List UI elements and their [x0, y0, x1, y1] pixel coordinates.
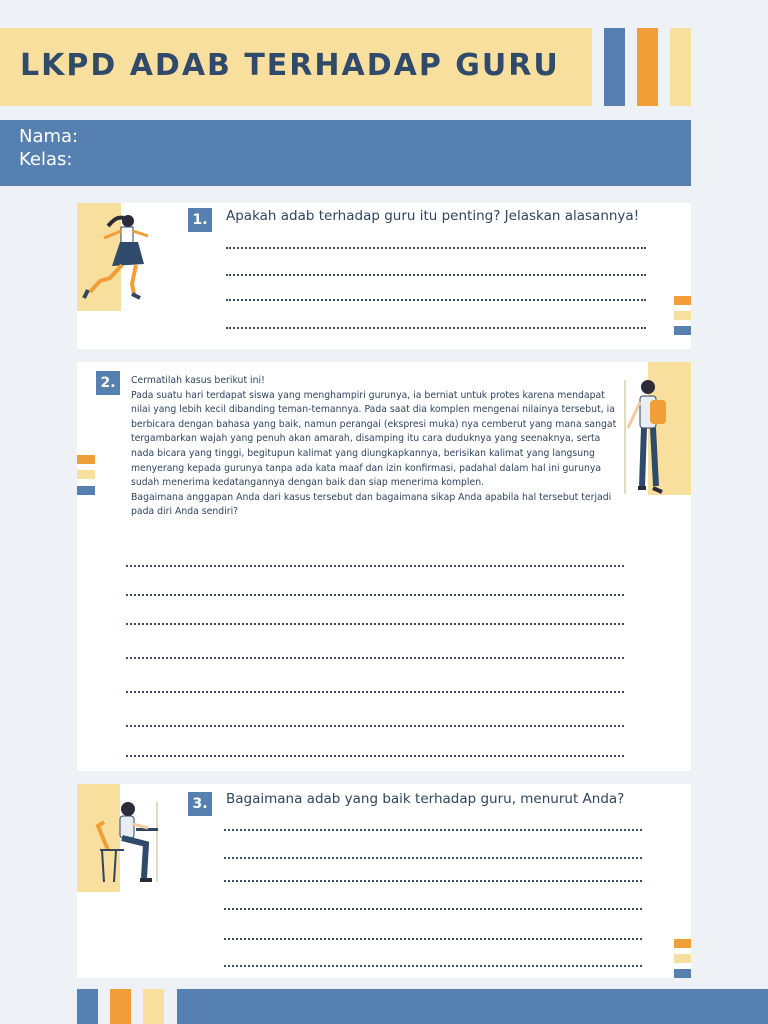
answer-line[interactable] — [126, 623, 624, 625]
page-title: LKPD ADAB TERHADAP GURU — [20, 48, 560, 83]
answer-line[interactable] — [226, 299, 646, 301]
answer-line[interactable] — [226, 247, 646, 249]
class-label: Kelas: — [19, 149, 73, 170]
question-text: Bagaimana adab yang baik terhadap guru, menurut Anda? — [226, 791, 625, 807]
decor-square-blue — [674, 969, 691, 978]
answer-line[interactable] — [126, 755, 624, 757]
running-student-illustration — [80, 208, 160, 304]
decor-square-yellow — [674, 954, 691, 963]
answer-line[interactable] — [126, 657, 624, 659]
answer-line[interactable] — [224, 829, 642, 831]
answer-line[interactable] — [226, 327, 646, 329]
answer-line[interactable] — [126, 691, 624, 693]
answer-line[interactable] — [126, 565, 624, 567]
answer-line[interactable] — [224, 857, 642, 859]
decor-stripe-blue — [604, 28, 625, 106]
decor-square-orange — [674, 296, 691, 305]
question-text: Apakah adab terhadap guru itu penting? Jelaskan alasannya! — [226, 208, 640, 224]
question-number: 1. — [188, 208, 212, 232]
answer-line[interactable] — [126, 594, 624, 596]
decor-stripe-yellow — [670, 28, 691, 106]
question-number: 2. — [96, 371, 120, 395]
question-number: 3. — [188, 792, 212, 816]
answer-line[interactable] — [126, 725, 624, 727]
student-at-desk-illustration — [94, 800, 160, 884]
case-intro: Cermatilah kasus berikut ini! — [131, 375, 265, 386]
answer-line[interactable] — [224, 938, 642, 940]
answer-line[interactable] — [224, 880, 642, 882]
answer-line[interactable] — [224, 908, 642, 910]
decor-stripe-blue — [77, 989, 98, 1024]
identity-bar — [0, 120, 691, 186]
decor-square-blue — [674, 326, 691, 335]
decor-square-yellow — [77, 470, 95, 479]
footer-bar — [177, 989, 768, 1024]
case-study-text — [131, 374, 621, 520]
answer-line[interactable] — [224, 965, 642, 967]
decor-stripe-orange — [110, 989, 131, 1024]
answer-line[interactable] — [226, 274, 646, 276]
decor-square-blue — [77, 486, 95, 495]
decor-stripe-orange — [637, 28, 658, 106]
name-label: Nama: — [19, 126, 79, 147]
decor-square-orange — [674, 939, 691, 948]
case-body: Pada suatu hari terdapat siswa yang menghampiri gurunya, ia berniat untuk protes karena mendapat nilai yang lebih kecil dibanding teman-temannya. Pada saat dia komplen mengenai nilainya tersebut, ia berbicara dengan bahasa yang baik, namun perangai (ekspresi muka) nya cemberut yang mana sangat tergambarkan wajah yang penuh akan amarah, disamping itu cara duduknya yang seenaknya, serta nada bicara yang tinggi, begitupun kalimat yang diungkapkannya, berisikan kalimat yang langsung menyerang kepada gurunya tanpa ada kata maaf dan izin konfirmasi, padahal dalam hal ini gurunya sudah menerima kedatangannya dengan baik dan siap menerima komplen. — [131, 389, 617, 489]
decor-square-orange — [77, 455, 95, 464]
case-prompt: Bagaimana anggapan Anda dari kasus tersebut dan bagaimana sikap Anda apabila hal tersebut terjadi pada diri Anda sendiri? — [131, 491, 612, 518]
decor-stripe-yellow — [143, 989, 164, 1024]
decor-square-yellow — [674, 311, 691, 320]
student-with-backpack-illustration — [620, 376, 676, 496]
